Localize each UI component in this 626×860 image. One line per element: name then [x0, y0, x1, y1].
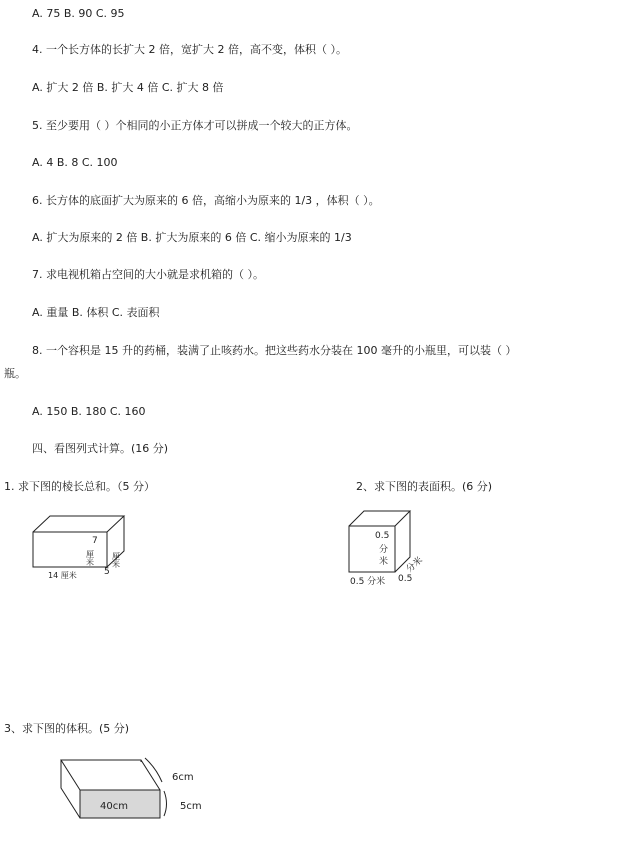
fig2-side-label: 0.5 — [398, 574, 413, 584]
q5-options: A. 4 B. 8 C. 100 — [32, 156, 118, 169]
fig3-length-label: 40cm — [100, 801, 128, 812]
fig2-unit-fen: 分 — [379, 545, 389, 555]
fig2-top-label: 0.5 — [375, 531, 390, 541]
problem-3-title: 3、求下图的体积。(5 分) — [4, 722, 130, 735]
fig1-length-label: 14 厘米 — [48, 571, 77, 580]
q6-options: A. 扩大为原来的 2 倍 B. 扩大为原来的 6 倍 C. 缩小为原来的 1/3 — [32, 231, 352, 244]
fig1-height-unit: 厘米 — [85, 550, 95, 566]
q8-question-continued: 瓶。 — [4, 367, 26, 380]
fig2-bottom-label: 0.5 分米 — [350, 577, 386, 587]
fig1-width-unit: 厘米 — [111, 552, 121, 568]
fig3-width-label: 6cm — [172, 772, 194, 783]
fig1-height-label: 7 — [92, 536, 98, 546]
q4-question: 4. 一个长方体的长扩大 2 倍，宽扩大 2 倍，高不变，体积（ ）。 — [32, 43, 347, 56]
figure-1-cuboid — [26, 506, 136, 582]
q4-options: A. 扩大 2 倍 B. 扩大 4 倍 C. 扩大 8 倍 — [32, 81, 224, 94]
figure-2-cube — [344, 506, 434, 590]
fig2-side-unit: 分米 — [404, 555, 425, 575]
problem-1-title: 1. 求下图的棱长总和。（5 分） — [4, 480, 155, 493]
q3-options: A. 75 B. 90 C. 95 — [32, 7, 125, 20]
q6-question: 6. 长方体的底面扩大为原来的 6 倍，高缩小为原来的 1/3 ，体积（ ）。 — [32, 194, 380, 207]
fig1-width-label: 5 — [104, 567, 110, 577]
fig2-unit-mi: 米 — [379, 557, 389, 567]
section-four-heading: 四、看图列式计算。(16 分) — [32, 442, 169, 455]
q7-options: A. 重量 B. 体积 C. 表面积 — [32, 306, 160, 319]
q8-options: A. 150 B. 180 C. 160 — [32, 405, 146, 418]
problem-2-title: 2、求下图的表面积。(6 分) — [356, 480, 493, 493]
q5-question: 5. 至少要用（ ）个相同的小正方体才可以拼成一个较大的正方体。 — [32, 119, 358, 132]
q7-question: 7. 求电视机箱占空间的大小就是求机箱的（ ）。 — [32, 268, 264, 281]
fig3-height-label: 5cm — [180, 801, 202, 812]
figure-3-cuboid — [56, 752, 216, 824]
q8-question: 8. 一个容积是 15 升的药桶，装满了止咳药水。把这些药水分装在 100 毫升的小瓶里，可以装（ ） — [32, 344, 517, 357]
